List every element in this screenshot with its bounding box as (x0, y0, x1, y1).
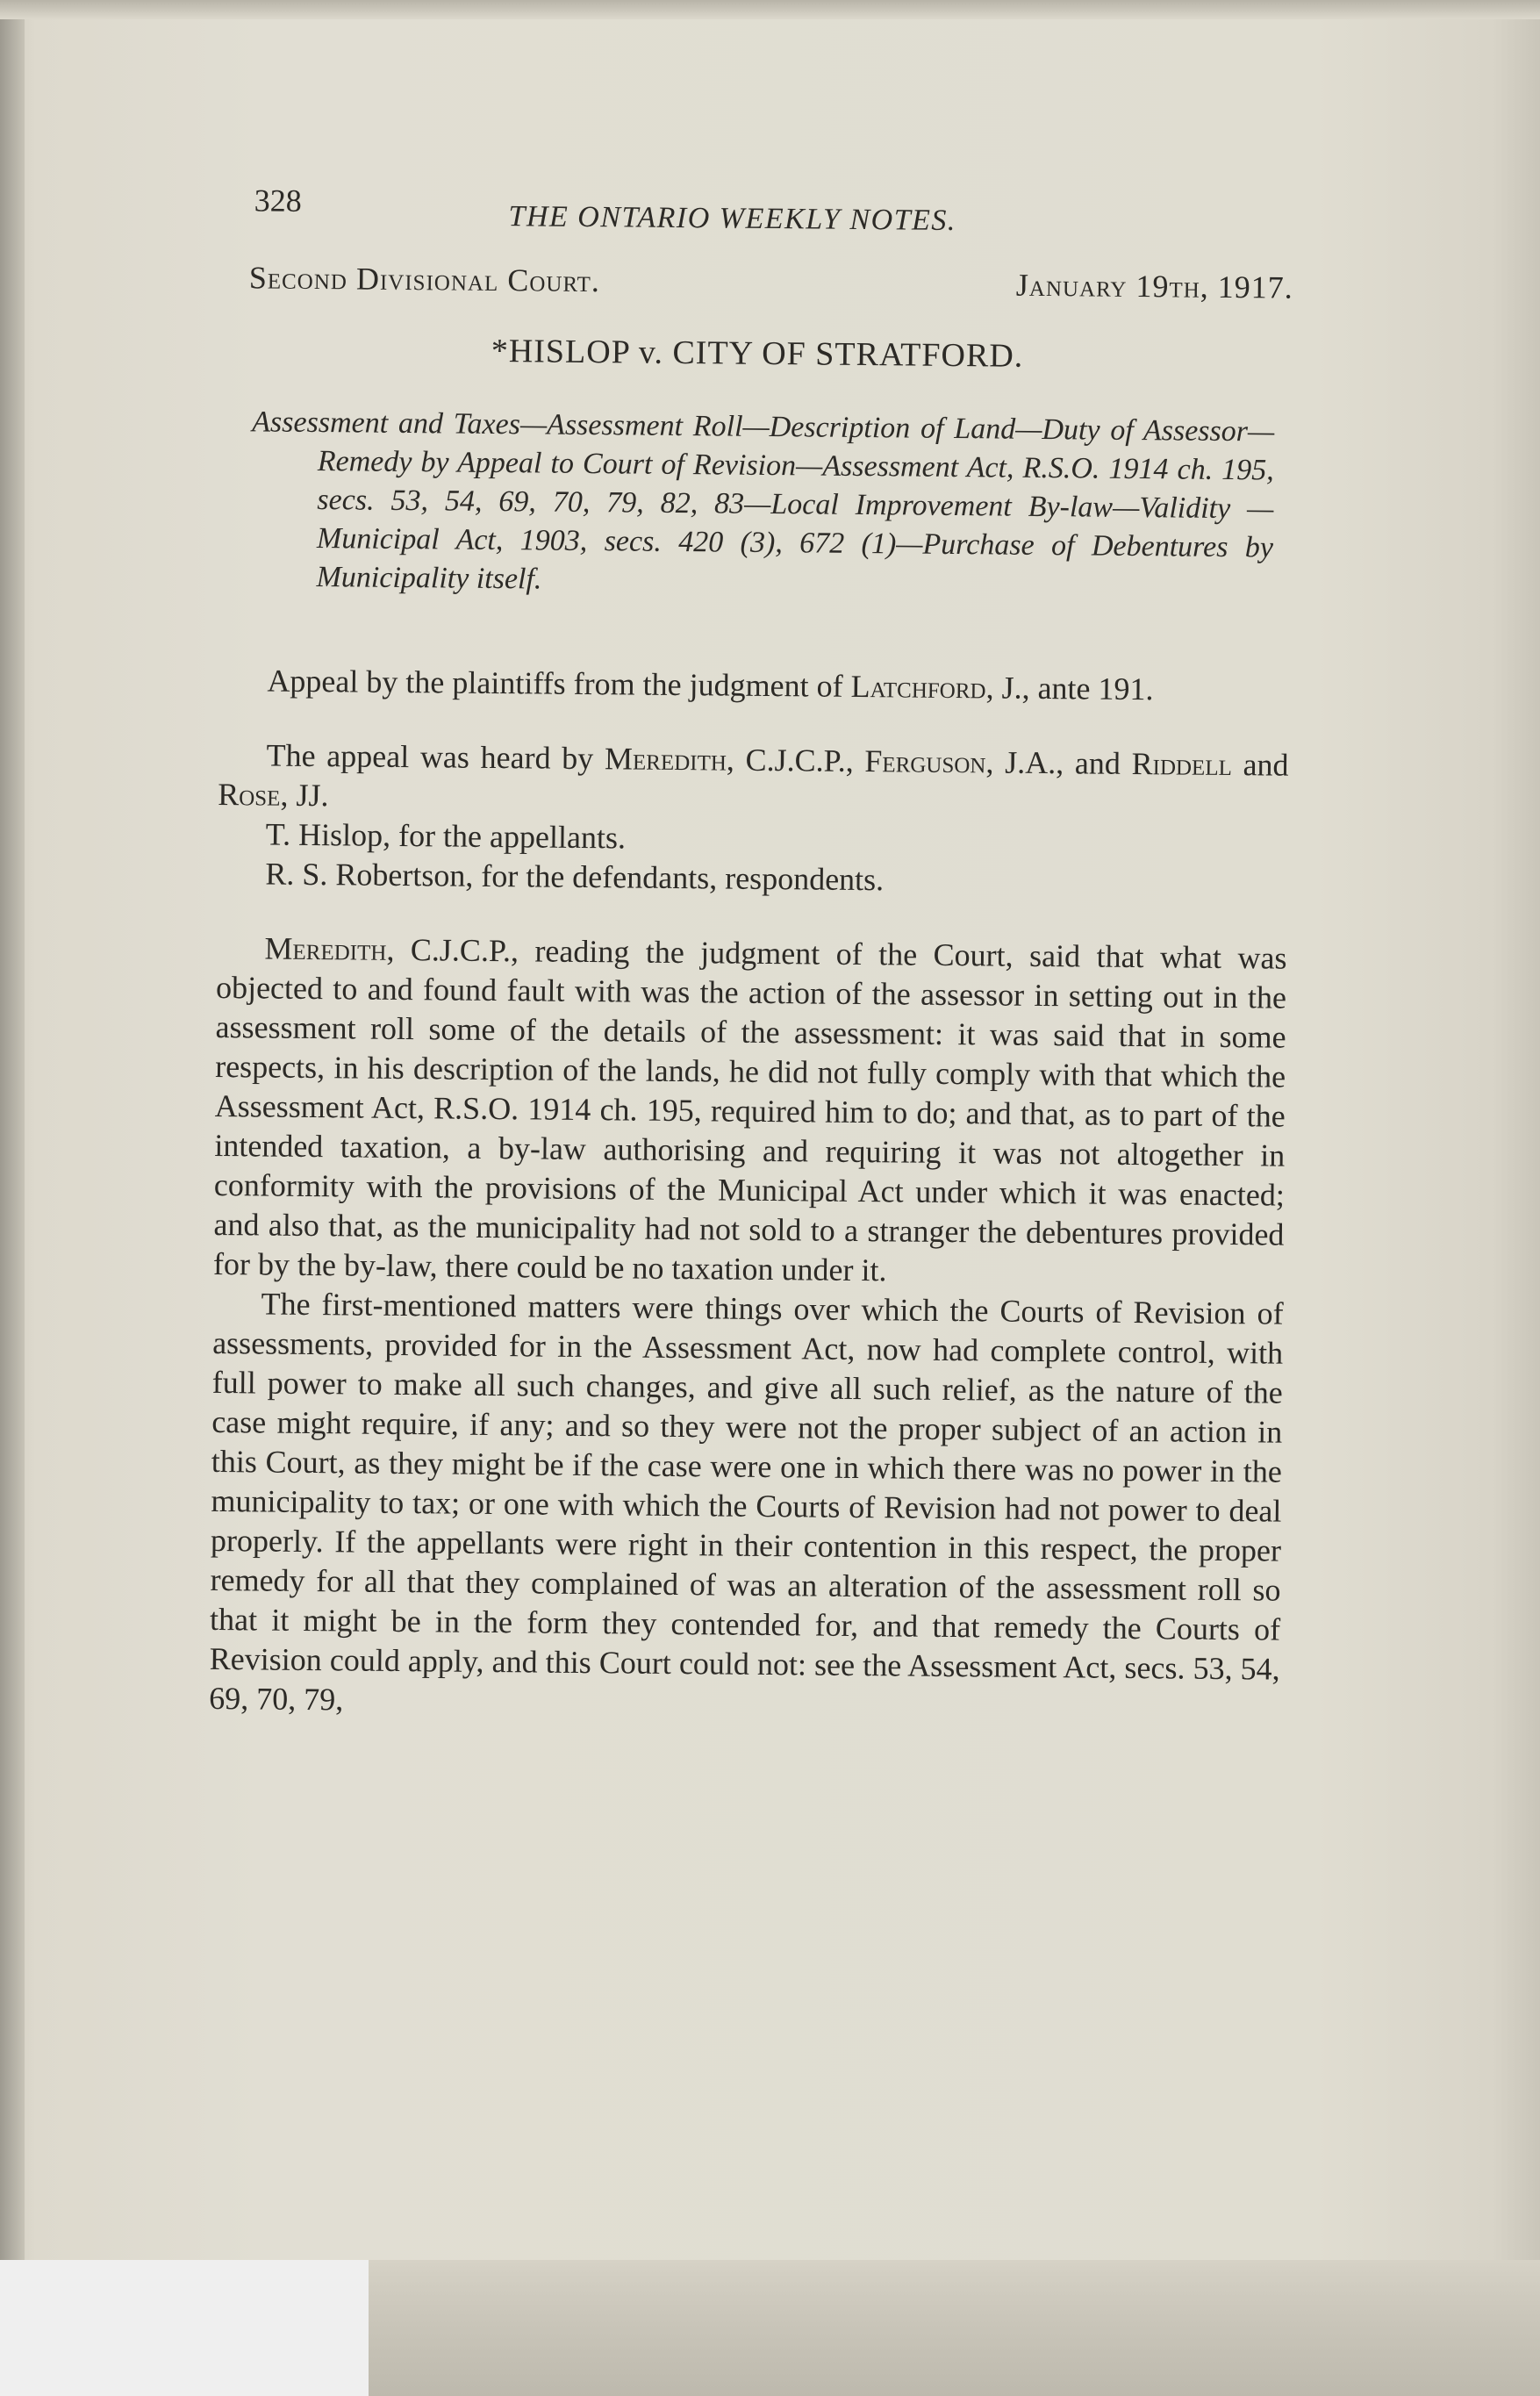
speaker-name: Meredith (264, 930, 387, 967)
judgment-paragraph-1: Meredith, C.J.C.P., reading the judgment of the Court, said that what was objected to and found fault with was the action of the assessor in setting out in the assessment roll some of the details of the assessment: it was said that in some respects, in his description of the lands, he did not fully comply with that which the Assessment Act, R.S.O. 1914 ch. 195, required him to do; and that, as to part of the intended taxation, a by-law authorising and requiring it was not altogether in conformity with the provisions of the Municipal Act under which it was enacted; and also that, as the municipality had not sold to a stranger the debentures provided for by the by-law, there could be no taxation under it. (212, 930, 1287, 1288)
page-number: 328 (254, 183, 302, 219)
decision-date: January 19th, 1917. (1015, 267, 1293, 305)
page-content (209, 171, 1294, 1729)
hearing-paragraph: The appeal was heard by Meredith, C.J.C.P., Ferguson, J.A., and Riddell and Rose, JJ. (217, 737, 1289, 814)
counsel-appellants: T. Hislop, for the appellants. (265, 816, 627, 856)
headnote: Assessment and Taxes—Assessment Roll—Description of Land—Duty of Assessor—Remedy by Appeal to Court of Revision—Assessment Act, R.S.O. 1914 ch. 195, secs. 53, 54, 69, 70, 79, 82, 83—Local Improvement By-law—Validity — Municipal Act, 1903, secs. 420 (3), 672 (1)—Purchase of Debentures by Municipality itself. (252, 405, 1275, 596)
page-top-edge (0, 0, 1540, 19)
court-name: Second Divisional Court. (248, 260, 601, 299)
appeal-paragraph: Appeal by the plaintiffs from the judgment of Latchford, J., ante 191. (267, 663, 1154, 707)
judgment-paragraph-2: The first-mentioned matters were things over which the Courts of Revision of assessments, provided for in the Assessment Act, now had complete control, with full power to make all such changes, and give all such relief, as the nature of the case might require, if any; and so they were not the proper subject of an action in this Court, as they might be if the case were one in which there was no power in the municipality to tax; or one with which the Courts of Revision had not power to deal properly. If the appellants were right in their contention in this respect, the proper remedy for all that they complained of was an alteration of the assessment roll so that it might be in the form they contended for, and that remedy the Courts of Revision could apply, and this Court could not: see the Assessment Act, secs. 53, 54, 69, 70, 79, (209, 1286, 1284, 1718)
judge-name: Latchford (850, 668, 986, 706)
court-line (222, 259, 1293, 331)
scan-corner (0, 2260, 369, 2396)
page-binding-edge (0, 0, 25, 2396)
counsel-respondents: R. S. Robertson, for the defendants, respondents. (265, 856, 885, 898)
case-title: *HISLOP v. CITY OF STRATFORD. (491, 332, 1024, 375)
running-title: THE ONTARIO WEEKLY NOTES. (508, 200, 957, 238)
running-head (223, 171, 1294, 243)
